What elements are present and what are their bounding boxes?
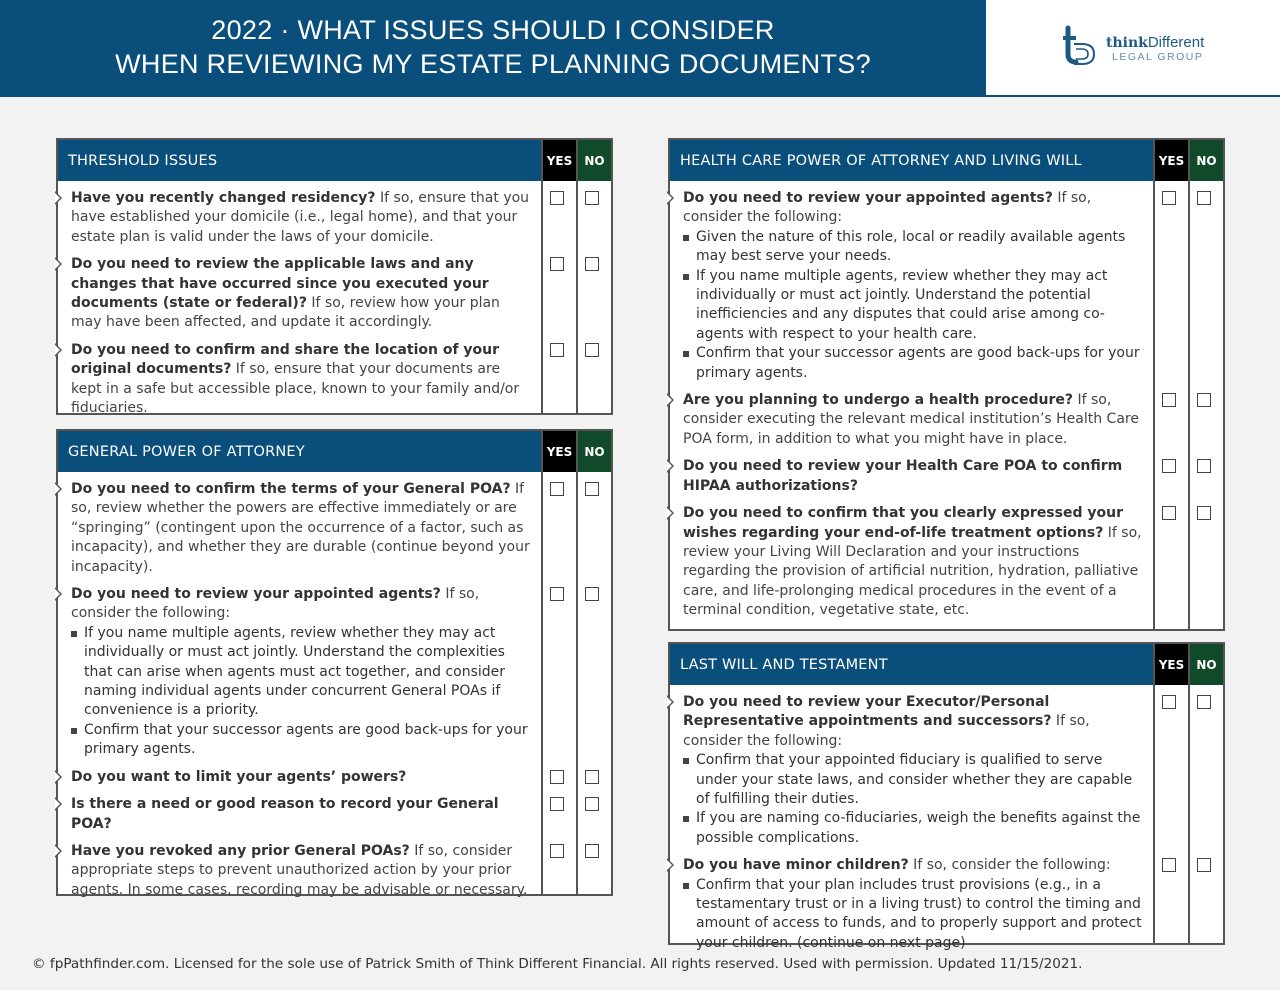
bullet-item: Confirm that your successor agents are good back-ups for your primary agents. bbox=[683, 344, 1143, 383]
question-detail: If so, review how your plan may have been affected, and update it accordingly. bbox=[71, 295, 500, 331]
no-checkbox[interactable] bbox=[1197, 459, 1211, 473]
no-checkbox[interactable] bbox=[585, 844, 599, 858]
chevron-right-icon bbox=[668, 505, 676, 521]
logo-area bbox=[986, 0, 1280, 96]
question-text: Do you need to review your appointed agents? bbox=[683, 190, 1053, 206]
section-last-will bbox=[668, 642, 1225, 951]
no-checkbox[interactable] bbox=[585, 587, 599, 601]
question-text: Do you need to confirm the terms of your General POA? bbox=[71, 481, 511, 497]
no-checkbox[interactable] bbox=[585, 770, 599, 784]
title-line-1: 2022 · WHAT ISSUES SHOULD I CONSIDER bbox=[211, 15, 775, 45]
chevron-right-icon bbox=[56, 342, 64, 358]
yes-column bbox=[1153, 685, 1188, 943]
question-item bbox=[71, 255, 531, 333]
section-content bbox=[670, 685, 1153, 951]
question-detail: If so, ensure that your documents are kept in a safe but accessible place, known to your family and/or fiduciaries. bbox=[71, 361, 520, 417]
question-item bbox=[71, 768, 531, 787]
yes-checkbox[interactable] bbox=[550, 844, 564, 858]
no-checkbox[interactable] bbox=[1197, 506, 1211, 520]
question-text: Do you need to confirm and share the location of your original documents? bbox=[71, 341, 500, 378]
chevron-right-icon bbox=[668, 857, 676, 873]
question-detail: If so, consider the following: bbox=[683, 713, 1090, 749]
yes-column-header: YES bbox=[1153, 140, 1188, 181]
yes-column bbox=[541, 472, 576, 894]
question-item bbox=[683, 504, 1143, 620]
no-checkbox[interactable] bbox=[585, 343, 599, 357]
bullet-item: Confirm that your plan includes trust provisions (e.g., in a testamentary trust or in a living trust) to control the timing and amount of access to funds, and to properly support and protect your children. (continue on next page) bbox=[683, 876, 1143, 954]
footer-copyright: © fpPathfinder.com. Licensed for the sole use of Patrick Smith of Think Different Financial. All rights reserved. Used with permission. Updated 11/15/2021. bbox=[32, 956, 1083, 972]
chevron-right-icon bbox=[56, 256, 64, 272]
no-column bbox=[576, 181, 611, 413]
no-column-header: NO bbox=[1188, 644, 1223, 685]
bullet-item: If you name multiple agents, review whether they may act individually or must act jointly. Understand the complexities that can arise when agents must act together, and consider naming individual agents under concurrent General POAs if convenience is a priority. bbox=[71, 624, 531, 721]
question-detail: If so, review your Living Will Declaration and your instructions regarding the provision of artificial nutrition, hydration, palliative care, and life-prolonging medical procedures in the event of a terminal condition, vegetative state, etc. bbox=[683, 524, 1142, 619]
chevron-right-icon bbox=[56, 796, 64, 812]
chevron-right-icon bbox=[56, 843, 64, 859]
bullet-item: If you name multiple agents, review whether they may act individually or must act jointly. Understand the potential inefficiencies and any disputes that could arise among co-agents with respect to your health care. bbox=[683, 267, 1143, 345]
yes-column-header: YES bbox=[1153, 644, 1188, 685]
yes-checkbox[interactable] bbox=[550, 797, 564, 811]
section-title: THRESHOLD ISSUES bbox=[58, 140, 541, 181]
section-title: LAST WILL AND TESTAMENT bbox=[670, 644, 1153, 685]
chevron-right-icon bbox=[668, 392, 676, 408]
yes-checkbox[interactable] bbox=[1162, 393, 1176, 407]
logo-different: Different bbox=[1147, 33, 1205, 51]
logo-legal-group: LEGAL GROUP bbox=[1112, 50, 1204, 63]
question-item bbox=[71, 341, 531, 419]
question-detail: If so, ensure that you have established your domicile (i.e., legal home), and that your estate plan is valid under the laws of your domicile. bbox=[71, 190, 530, 245]
page-header bbox=[0, 0, 986, 96]
yes-column-header: YES bbox=[541, 140, 576, 181]
question-text: Do you need to confirm that you clearly expressed your wishes regarding your end-of-life treatment options? bbox=[683, 505, 1123, 541]
no-checkbox[interactable] bbox=[585, 191, 599, 205]
chevron-right-icon bbox=[56, 481, 64, 497]
question-text: Do you need to review your appointed agents? bbox=[71, 586, 441, 603]
section-threshold-issues bbox=[56, 138, 613, 415]
question-item bbox=[683, 189, 1143, 383]
question-item bbox=[71, 842, 531, 900]
yes-checkbox[interactable] bbox=[550, 257, 564, 271]
question-item bbox=[71, 585, 531, 760]
chevron-right-icon bbox=[56, 769, 64, 785]
no-checkbox[interactable] bbox=[1197, 858, 1211, 872]
question-item bbox=[71, 189, 531, 247]
no-checkbox[interactable] bbox=[1197, 393, 1211, 407]
chevron-right-icon bbox=[668, 190, 676, 206]
yes-checkbox[interactable] bbox=[1162, 506, 1176, 520]
question-detail: If so, consider the following: bbox=[908, 857, 1111, 874]
bullet-list bbox=[683, 228, 1143, 383]
question-text: Do you have minor children? bbox=[683, 857, 909, 874]
no-checkbox[interactable] bbox=[1197, 191, 1211, 205]
question-text: Do you need to review the applicable laws and any changes that have occurred since you executed your documents (state or federal)? bbox=[71, 256, 489, 312]
question-detail: If so, consider the following: bbox=[71, 586, 480, 622]
section-general-poa bbox=[56, 429, 613, 896]
chevron-right-icon bbox=[668, 458, 676, 474]
yes-checkbox[interactable] bbox=[1162, 858, 1176, 872]
bullet-item: If you are naming co-fiduciaries, weigh the benefits against the possible complications. bbox=[683, 809, 1143, 848]
section-content bbox=[670, 181, 1153, 629]
no-checkbox[interactable] bbox=[585, 482, 599, 496]
no-column-header: NO bbox=[1188, 140, 1223, 181]
yes-checkbox[interactable] bbox=[550, 191, 564, 205]
no-column bbox=[576, 472, 611, 894]
logo-think: think bbox=[1106, 34, 1148, 51]
question-item bbox=[683, 391, 1143, 449]
no-checkbox[interactable] bbox=[585, 797, 599, 811]
question-detail: If so, consider executing the relevant medical institution’s Health Care POA form, in addition to what you might have in place. bbox=[683, 392, 1139, 447]
question-text: Have you recently changed residency? bbox=[71, 190, 376, 206]
question-text: Is there a need or good reason to record your General POA? bbox=[71, 796, 499, 832]
question-detail: If so, consider appropriate steps to prevent unauthorized action by your prior agents. In some cases, recording may be advisable or necessary. bbox=[71, 842, 528, 898]
bullet-list bbox=[683, 751, 1143, 848]
no-column-header: NO bbox=[576, 431, 611, 472]
bullet-item: Given the nature of this role, local or readily available agents may best serve your needs. bbox=[683, 228, 1143, 267]
section-content bbox=[58, 472, 541, 898]
question-item bbox=[683, 693, 1143, 848]
yes-checkbox[interactable] bbox=[1162, 459, 1176, 473]
title-line-2: WHEN REVIEWING MY ESTATE PLANNING DOCUMENTS? bbox=[115, 49, 871, 79]
question-text: Do you need to review your Executor/Personal Representative appointments and successors? bbox=[683, 694, 1052, 730]
yes-checkbox[interactable] bbox=[1162, 191, 1176, 205]
no-checkbox[interactable] bbox=[585, 257, 599, 271]
no-column-header: NO bbox=[576, 140, 611, 181]
chevron-right-icon bbox=[56, 586, 64, 602]
yes-column bbox=[541, 181, 576, 413]
no-column bbox=[1188, 685, 1223, 943]
section-health-care-poa bbox=[668, 138, 1225, 631]
question-detail: If so, review whether the powers are effective immediately or are “springing” (contingent upon the occurrence of a factor, such as incapacity), and whether they are durable (continue beyond your incapacity). bbox=[71, 481, 530, 575]
question-item bbox=[683, 856, 1143, 953]
yes-column-header: YES bbox=[541, 431, 576, 472]
question-text: Have you revoked any prior General POAs? bbox=[71, 842, 410, 859]
question-item bbox=[71, 795, 531, 834]
question-text: Do you want to limit your agents’ powers? bbox=[71, 768, 407, 785]
yes-checkbox[interactable] bbox=[550, 343, 564, 357]
chevron-right-icon bbox=[56, 190, 64, 206]
question-text: Do you need to review your Health Care POA to confirm HIPAA authorizations? bbox=[683, 458, 1123, 494]
yes-checkbox[interactable] bbox=[550, 770, 564, 784]
bullet-list bbox=[683, 876, 1143, 954]
bullet-list bbox=[71, 624, 531, 760]
logo bbox=[1060, 24, 1204, 70]
bullet-item: Confirm that your successor agents are good back-ups for your primary agents. bbox=[71, 721, 531, 760]
question-item bbox=[683, 457, 1143, 496]
yes-checkbox[interactable] bbox=[550, 482, 564, 496]
yes-checkbox[interactable] bbox=[1162, 695, 1176, 709]
section-title: GENERAL POWER OF ATTORNEY bbox=[58, 431, 541, 472]
bullet-item: Confirm that your appointed fiduciary is qualified to serve under your state laws, and consider whether they are capable of fulfilling their duties. bbox=[683, 751, 1143, 809]
header-divider bbox=[0, 95, 1280, 97]
no-checkbox[interactable] bbox=[1197, 695, 1211, 709]
yes-checkbox[interactable] bbox=[550, 587, 564, 601]
td-logo-icon bbox=[1060, 24, 1104, 70]
section-content bbox=[58, 181, 541, 417]
question-detail: If so, consider the following: bbox=[683, 190, 1092, 226]
question-item bbox=[71, 480, 531, 577]
chevron-right-icon bbox=[668, 694, 676, 710]
question-text: Are you planning to undergo a health procedure? bbox=[683, 392, 1074, 409]
section-title: HEALTH CARE POWER OF ATTORNEY AND LIVING WILL bbox=[670, 140, 1153, 181]
